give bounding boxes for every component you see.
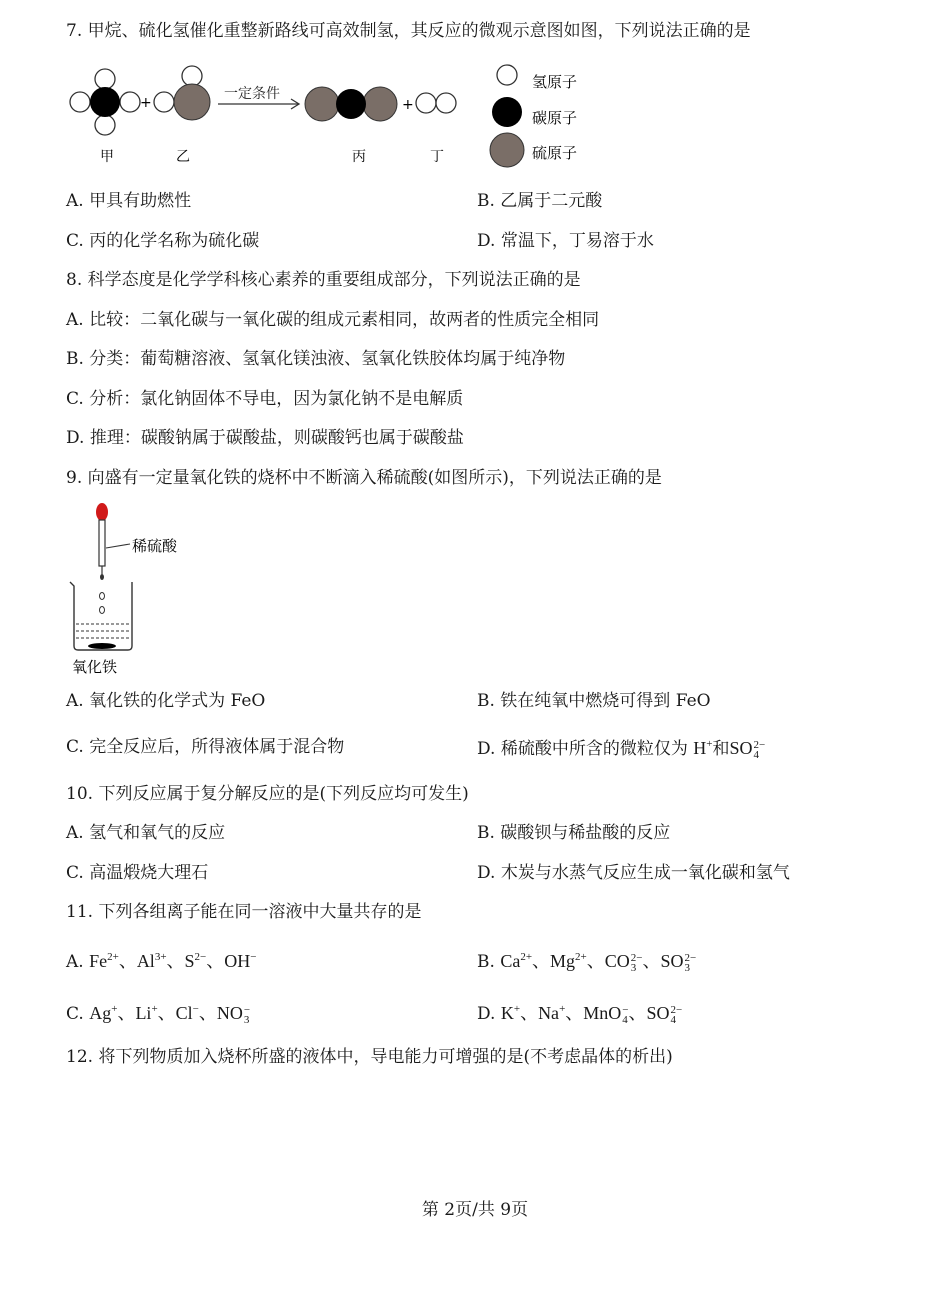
legend-carbon-label: 碳原子 bbox=[532, 109, 578, 127]
q9-option-c[interactable]: C. 完全反应后，所得液体属于混合物 bbox=[66, 737, 345, 757]
ion: Ag+ bbox=[89, 1003, 118, 1023]
h-ion: H+ bbox=[693, 738, 713, 758]
label-bing: 丙 bbox=[352, 149, 366, 165]
legend-carbon-icon bbox=[492, 97, 522, 127]
q9-beaker-figure bbox=[66, 500, 206, 680]
q10-stem: 10. 下列反应属于复分解反应的是(下列反应均可发生) bbox=[66, 784, 469, 804]
dropper-icon bbox=[96, 503, 108, 580]
q10-option-a[interactable]: A. 氢气和氧气的反应 bbox=[66, 823, 226, 843]
q9-option-d[interactable] bbox=[477, 733, 765, 760]
ion: OH− bbox=[224, 951, 257, 971]
legend-sulfur-label: 硫原子 bbox=[532, 144, 578, 162]
q7-reaction-figure bbox=[66, 62, 606, 172]
label-ding: 丁 bbox=[430, 149, 444, 165]
q7-option-b[interactable]: B. 乙属于二元酸 bbox=[477, 191, 603, 211]
ion: NO − 3 bbox=[216, 1003, 251, 1026]
ion: SO 2− 4 bbox=[646, 1003, 683, 1026]
page-footer: 第 2页/共 9页 bbox=[421, 1200, 529, 1220]
ion: SO 2− 3 bbox=[660, 951, 697, 974]
separator: 、 bbox=[118, 951, 137, 971]
q8-option-a[interactable]: A. 比较：二氧化碳与一氧化碳的组成元素相同，故两者的性质完全相同 bbox=[66, 310, 600, 330]
solid-label: 氧化铁 bbox=[72, 658, 118, 676]
q7-option-a[interactable]: A. 甲具有助燃性 bbox=[66, 191, 192, 211]
q11-option-d[interactable]: D. K+、Na+、MnO − 4 、SO 2− 4 bbox=[477, 998, 682, 1025]
hydrogen-molecule bbox=[416, 93, 456, 113]
separator: 、 bbox=[532, 951, 551, 971]
sulfate-ion: SO 2− 4 bbox=[729, 738, 766, 761]
ion: Cl− bbox=[175, 1003, 199, 1023]
separator: 、 bbox=[586, 951, 605, 971]
separator: 、 bbox=[117, 1003, 136, 1023]
separator: 、 bbox=[206, 951, 225, 971]
q11-option-b[interactable]: B. $Ca^{2+}$、$Mg^{2+}$、CO 2− 3 、SO 2− 3 bbox=[477, 946, 696, 973]
q7-option-c[interactable]: C. 丙的化学名称为硫化碳 bbox=[66, 231, 260, 251]
plus-sign: + bbox=[140, 95, 152, 111]
q7-option-d[interactable]: D. 常温下，丁易溶于水 bbox=[477, 231, 654, 251]
q8-option-c[interactable]: C. 分析：氯化钠固体不导电，因为氯化钠不是电解质 bbox=[66, 389, 464, 409]
separator: 、 bbox=[628, 1003, 647, 1023]
q10-option-b[interactable]: B. 碳酸钡与稀盐酸的反应 bbox=[477, 823, 671, 843]
q8-option-b[interactable]: B. 分类：葡萄糖溶液、氢氧化镁浊液、氢氧化铁胶体均属于纯净物 bbox=[66, 349, 566, 369]
q9-stem: 9. 向盛有一定量氧化铁的烧杯中不断滴入稀硫酸(如图所示)，下列说法正确的是 bbox=[66, 468, 662, 488]
separator: 、 bbox=[565, 1003, 584, 1023]
reaction-condition: 一定条件 bbox=[224, 86, 280, 102]
separator: 、 bbox=[520, 1003, 539, 1023]
beaker-icon bbox=[70, 582, 132, 650]
legend-hydrogen-label: 氢原子 bbox=[532, 73, 578, 91]
ion: $Fe^{2+}$ bbox=[89, 951, 119, 971]
legend bbox=[490, 65, 577, 167]
separator: 、 bbox=[642, 951, 661, 971]
separator: 、 bbox=[166, 951, 185, 971]
legend-hydrogen-icon bbox=[497, 65, 517, 85]
ion: CO 2− 3 bbox=[604, 951, 643, 974]
ion: $Mg^{2+}$ bbox=[550, 951, 587, 971]
ion: MnO − 4 bbox=[583, 1003, 629, 1026]
ion: Li+ bbox=[135, 1003, 158, 1023]
ion: Na+ bbox=[538, 1003, 566, 1023]
q7-stem: 7. 甲烷、硫化氢催化重整新路线可高效制氢，其反应的微观示意图如图，下列说法正确的是 bbox=[66, 21, 751, 41]
acid-label: 稀硫酸 bbox=[132, 537, 178, 555]
separator: 、 bbox=[157, 1003, 176, 1023]
ion: $S^{2-}$ bbox=[184, 951, 207, 971]
methane-molecule bbox=[70, 69, 140, 135]
q11-option-c[interactable]: C. Ag+、Li+、Cl−、NO − 3 bbox=[66, 998, 250, 1025]
label-jia: 甲 bbox=[100, 149, 114, 165]
q9-option-d-text: D. 稀硫酸中所含的微粒仅为 bbox=[477, 739, 694, 759]
q12-stem: 12. 将下列物质加入烧杯所盛的液体中，导电能力可增强的是(不考虑晶体的析出) bbox=[66, 1047, 673, 1067]
q8-stem: 8. 科学态度是化学学科核心素养的重要组成部分，下列说法正确的是 bbox=[66, 270, 581, 290]
q9-and: 和 bbox=[712, 739, 730, 759]
q11-option-a[interactable]: A. $Fe^{2+}$、$Al^{3+}$、$S^{2-}$、OH− bbox=[66, 946, 256, 973]
hydrogen-sulfide-molecule bbox=[154, 66, 210, 120]
plus-sign: + bbox=[402, 97, 414, 113]
legend-sulfur-icon bbox=[490, 133, 524, 167]
q8-option-d[interactable]: D. 推理：碳酸钠属于碳酸盐，则碳酸钙也属于碳酸盐 bbox=[66, 428, 464, 448]
q10-option-d[interactable]: D. 木炭与水蒸气反应生成一氧化碳和氢气 bbox=[477, 863, 790, 883]
q9-option-b[interactable]: B. 铁在纯氧中燃烧可得到 FeO bbox=[477, 691, 711, 711]
label-yi: 乙 bbox=[176, 149, 190, 165]
carbon-disulfide-molecule bbox=[305, 87, 397, 121]
ion: $Al^{3+}$ bbox=[136, 951, 167, 971]
q9-option-a[interactable]: A. 氧化铁的化学式为 FeO bbox=[66, 691, 266, 711]
ion: K+ bbox=[500, 1003, 521, 1023]
separator: 、 bbox=[198, 1003, 217, 1023]
q11-stem: 11. 下列各组离子能在同一溶液中大量共存的是 bbox=[66, 902, 422, 922]
q10-option-c[interactable]: C. 高温煅烧大理石 bbox=[66, 863, 209, 883]
ion: $Ca^{2+}$ bbox=[500, 951, 533, 971]
